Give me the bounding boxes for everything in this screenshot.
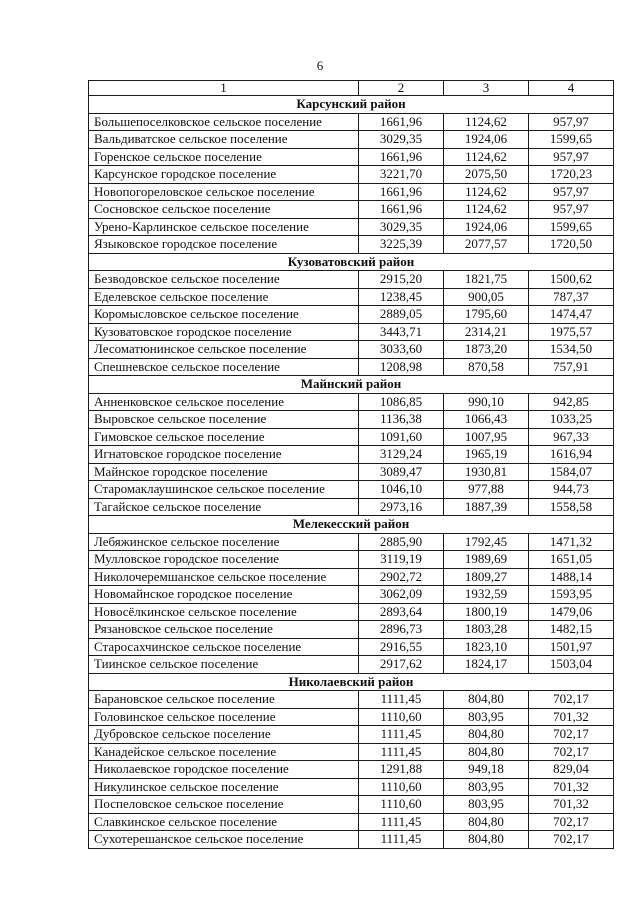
- value-col-3: 1124,62: [444, 113, 529, 131]
- value-col-2: 3029,35: [359, 131, 444, 149]
- settlement-name: Головинское сельское поселение: [89, 708, 359, 726]
- table-row: [89, 271, 614, 289]
- value-col-3: 949,18: [444, 761, 529, 779]
- value-col-2: 2916,55: [359, 638, 444, 656]
- value-col-2: 1111,45: [359, 831, 444, 849]
- settlement-name: Тиинское сельское поселение: [89, 656, 359, 674]
- value-col-2: 1046,10: [359, 481, 444, 499]
- value-col-3: 804,80: [444, 813, 529, 831]
- value-col-4: 702,17: [529, 813, 614, 831]
- settlement-name: Канадейское сельское поселение: [89, 743, 359, 761]
- value-col-3: 1824,17: [444, 656, 529, 674]
- value-col-4: 1558,58: [529, 498, 614, 516]
- tariff-table: [88, 80, 614, 849]
- district-name: Николаевский район: [89, 673, 614, 691]
- settlement-name: Новопогореловское сельское поселение: [89, 183, 359, 201]
- settlement-name: Вальдиватское сельское поселение: [89, 131, 359, 149]
- value-col-2: 1291,88: [359, 761, 444, 779]
- table-row: [89, 323, 614, 341]
- value-col-2: 1110,60: [359, 778, 444, 796]
- table-row: [89, 393, 614, 411]
- value-col-3: 803,95: [444, 708, 529, 726]
- table-row: [89, 411, 614, 429]
- value-col-3: 1887,39: [444, 498, 529, 516]
- value-col-4: 829,04: [529, 761, 614, 779]
- settlement-name: Горенское сельское поселение: [89, 148, 359, 166]
- settlement-name: Старомаклаушинское сельское поселение: [89, 481, 359, 499]
- value-col-3: 1821,75: [444, 271, 529, 289]
- settlement-name: Анненковское сельское поселение: [89, 393, 359, 411]
- table-row: [89, 831, 614, 849]
- table-row: [89, 551, 614, 569]
- value-col-2: 3443,71: [359, 323, 444, 341]
- district-header-row: [89, 96, 614, 114]
- value-col-3: 1924,06: [444, 131, 529, 149]
- value-col-3: 804,80: [444, 726, 529, 744]
- value-col-2: 3089,47: [359, 463, 444, 481]
- value-col-4: 787,37: [529, 288, 614, 306]
- page-number: 6: [316, 58, 324, 73]
- table-row: [89, 726, 614, 744]
- table-row: [89, 778, 614, 796]
- settlement-name: Славкинское сельское поселение: [89, 813, 359, 831]
- value-col-3: 803,95: [444, 796, 529, 814]
- value-col-4: 1975,57: [529, 323, 614, 341]
- settlement-name: Новосёлкинское сельское поселение: [89, 603, 359, 621]
- settlement-name: Кузоватовское городское поселение: [89, 323, 359, 341]
- value-col-4: 702,17: [529, 743, 614, 761]
- value-col-4: 1534,50: [529, 341, 614, 359]
- value-col-4: 1584,07: [529, 463, 614, 481]
- value-col-4: 1500,62: [529, 271, 614, 289]
- value-col-2: 2896,73: [359, 621, 444, 639]
- table-row: [89, 428, 614, 446]
- value-col-3: 1124,62: [444, 201, 529, 219]
- value-col-3: 1007,95: [444, 428, 529, 446]
- table-row: [89, 113, 614, 131]
- value-col-2: 1111,45: [359, 726, 444, 744]
- value-col-4: 1593,95: [529, 586, 614, 604]
- value-col-2: 1661,96: [359, 201, 444, 219]
- value-col-3: 1792,45: [444, 533, 529, 551]
- settlement-name: Урено-Карлинское сельское поселение: [89, 218, 359, 236]
- table-row: [89, 813, 614, 831]
- value-col-2: 2889,05: [359, 306, 444, 324]
- settlement-name: Поспеловское сельское поселение: [89, 796, 359, 814]
- value-col-3: 804,80: [444, 831, 529, 849]
- value-col-3: 1795,60: [444, 306, 529, 324]
- settlement-name: Никулинское сельское поселение: [89, 778, 359, 796]
- value-col-2: 3033,60: [359, 341, 444, 359]
- district-header-row: [89, 376, 614, 394]
- value-col-4: 701,32: [529, 796, 614, 814]
- value-col-2: 1661,96: [359, 113, 444, 131]
- value-col-2: 1111,45: [359, 691, 444, 709]
- district-name: Кузоватовский район: [89, 253, 614, 271]
- value-col-3: 803,95: [444, 778, 529, 796]
- settlement-name: Новомайнское городское поселение: [89, 586, 359, 604]
- value-col-4: 1482,15: [529, 621, 614, 639]
- value-col-3: 804,80: [444, 743, 529, 761]
- value-col-3: 1930,81: [444, 463, 529, 481]
- value-col-2: 1661,96: [359, 148, 444, 166]
- value-col-4: 702,17: [529, 691, 614, 709]
- value-col-4: 957,97: [529, 148, 614, 166]
- settlement-name: Николаевское городское поселение: [89, 761, 359, 779]
- settlement-name: Игнатовское городское поселение: [89, 446, 359, 464]
- settlement-name: Старосахчинское сельское поселение: [89, 638, 359, 656]
- settlement-name: Майнское городское поселение: [89, 463, 359, 481]
- table-row: [89, 743, 614, 761]
- value-col-3: 1823,10: [444, 638, 529, 656]
- settlement-name: Еделевское сельское поселение: [89, 288, 359, 306]
- value-col-3: 1803,28: [444, 621, 529, 639]
- table-row: [89, 183, 614, 201]
- district-header-row: [89, 516, 614, 534]
- district-name: Майнский район: [89, 376, 614, 394]
- value-col-3: 1800,19: [444, 603, 529, 621]
- settlement-name: Тагайское сельское поселение: [89, 498, 359, 516]
- value-col-3: 870,58: [444, 358, 529, 376]
- settlement-name: Языковское городское поселение: [89, 236, 359, 254]
- value-col-3: 1924,06: [444, 218, 529, 236]
- district-header-row: [89, 253, 614, 271]
- value-col-4: 1599,65: [529, 218, 614, 236]
- value-col-4: 1503,04: [529, 656, 614, 674]
- table-row: [89, 201, 614, 219]
- column-header-2: 2: [359, 81, 444, 96]
- table-row: [89, 656, 614, 674]
- column-number-row: [89, 81, 614, 96]
- value-col-2: 1110,60: [359, 796, 444, 814]
- district-header-row: [89, 673, 614, 691]
- table-row: [89, 708, 614, 726]
- value-col-4: 1474,47: [529, 306, 614, 324]
- table-row: [89, 131, 614, 149]
- value-col-2: 1110,60: [359, 708, 444, 726]
- value-col-3: 977,88: [444, 481, 529, 499]
- value-col-2: 1238,45: [359, 288, 444, 306]
- district-name: Карсунский район: [89, 96, 614, 114]
- value-col-2: 3119,19: [359, 551, 444, 569]
- settlement-name: Гимовское сельское поселение: [89, 428, 359, 446]
- table-row: [89, 446, 614, 464]
- value-col-4: 1501,97: [529, 638, 614, 656]
- settlement-name: Сухотерешанское сельское поселение: [89, 831, 359, 849]
- settlement-name: Большепоселковское сельское поселение: [89, 113, 359, 131]
- value-col-4: 1616,94: [529, 446, 614, 464]
- value-col-2: 3225,39: [359, 236, 444, 254]
- table-row: [89, 306, 614, 324]
- value-col-2: 1086,85: [359, 393, 444, 411]
- value-col-3: 2077,57: [444, 236, 529, 254]
- table-row: [89, 358, 614, 376]
- district-name: Мелекесский район: [89, 516, 614, 534]
- value-col-2: 3029,35: [359, 218, 444, 236]
- value-col-4: 942,85: [529, 393, 614, 411]
- value-col-4: 1720,50: [529, 236, 614, 254]
- value-col-2: 2902,72: [359, 568, 444, 586]
- table-row: [89, 603, 614, 621]
- table-row: [89, 638, 614, 656]
- value-col-2: 2885,90: [359, 533, 444, 551]
- value-col-2: 3062,09: [359, 586, 444, 604]
- column-header-4: 4: [529, 81, 614, 96]
- value-col-3: 1066,43: [444, 411, 529, 429]
- settlement-name: Барановское сельское поселение: [89, 691, 359, 709]
- value-col-3: 1965,19: [444, 446, 529, 464]
- settlement-name: Николочеремшанское сельское поселение: [89, 568, 359, 586]
- table-row: [89, 568, 614, 586]
- value-col-2: 2917,62: [359, 656, 444, 674]
- table-row: [89, 463, 614, 481]
- value-col-2: 1661,96: [359, 183, 444, 201]
- table-row: [89, 796, 614, 814]
- value-col-4: 1479,06: [529, 603, 614, 621]
- table-row: [89, 341, 614, 359]
- column-header-1: 1: [89, 81, 359, 96]
- table-row: [89, 761, 614, 779]
- value-col-4: 701,32: [529, 778, 614, 796]
- settlement-name: Лебяжинское сельское поселение: [89, 533, 359, 551]
- value-col-3: 1124,62: [444, 183, 529, 201]
- table-row: [89, 586, 614, 604]
- table-row: [89, 218, 614, 236]
- value-col-4: 702,17: [529, 726, 614, 744]
- settlement-name: Мулловское городское поселение: [89, 551, 359, 569]
- value-col-3: 1873,20: [444, 341, 529, 359]
- value-col-2: 1091,60: [359, 428, 444, 446]
- value-col-3: 1124,62: [444, 148, 529, 166]
- value-col-3: 2314,21: [444, 323, 529, 341]
- value-col-4: 1471,32: [529, 533, 614, 551]
- value-col-2: 1111,45: [359, 813, 444, 831]
- table-row: [89, 166, 614, 184]
- value-col-2: 1208,98: [359, 358, 444, 376]
- value-col-4: 702,17: [529, 831, 614, 849]
- table-row: [89, 236, 614, 254]
- value-col-4: 967,33: [529, 428, 614, 446]
- value-col-4: 757,91: [529, 358, 614, 376]
- value-col-3: 1989,69: [444, 551, 529, 569]
- value-col-4: 957,97: [529, 113, 614, 131]
- value-col-2: 2915,20: [359, 271, 444, 289]
- value-col-4: 957,97: [529, 201, 614, 219]
- settlement-name: Рязановское сельское поселение: [89, 621, 359, 639]
- value-col-2: 1111,45: [359, 743, 444, 761]
- value-col-4: 1599,65: [529, 131, 614, 149]
- value-col-3: 2075,50: [444, 166, 529, 184]
- settlement-name: Лесоматюнинское сельское поселение: [89, 341, 359, 359]
- value-col-4: 701,32: [529, 708, 614, 726]
- table-row: [89, 691, 614, 709]
- table-row: [89, 288, 614, 306]
- value-col-3: 1809,27: [444, 568, 529, 586]
- settlement-name: Спешневское сельское поселение: [89, 358, 359, 376]
- value-col-2: 3129,24: [359, 446, 444, 464]
- settlement-name: Коромысловское сельское поселение: [89, 306, 359, 324]
- settlement-name: Сосновское сельское поселение: [89, 201, 359, 219]
- table-row: [89, 621, 614, 639]
- settlement-name: Карсунское городское поселение: [89, 166, 359, 184]
- value-col-4: 1720,23: [529, 166, 614, 184]
- settlement-name: Выровское сельское поселение: [89, 411, 359, 429]
- value-col-2: 2893,64: [359, 603, 444, 621]
- value-col-2: 3221,70: [359, 166, 444, 184]
- value-col-3: 804,80: [444, 691, 529, 709]
- settlement-name: Дубровское сельское поселение: [89, 726, 359, 744]
- value-col-2: 2973,16: [359, 498, 444, 516]
- table-row: [89, 533, 614, 551]
- value-col-4: 957,97: [529, 183, 614, 201]
- settlement-name: Безводовское сельское поселение: [89, 271, 359, 289]
- value-col-4: 1651,05: [529, 551, 614, 569]
- value-col-3: 1932,59: [444, 586, 529, 604]
- value-col-3: 900,05: [444, 288, 529, 306]
- value-col-4: 1033,25: [529, 411, 614, 429]
- value-col-4: 944,73: [529, 481, 614, 499]
- table-row: [89, 498, 614, 516]
- value-col-2: 1136,38: [359, 411, 444, 429]
- table-row: [89, 481, 614, 499]
- column-header-3: 3: [444, 81, 529, 96]
- value-col-3: 990,10: [444, 393, 529, 411]
- table-row: [89, 148, 614, 166]
- value-col-4: 1488,14: [529, 568, 614, 586]
